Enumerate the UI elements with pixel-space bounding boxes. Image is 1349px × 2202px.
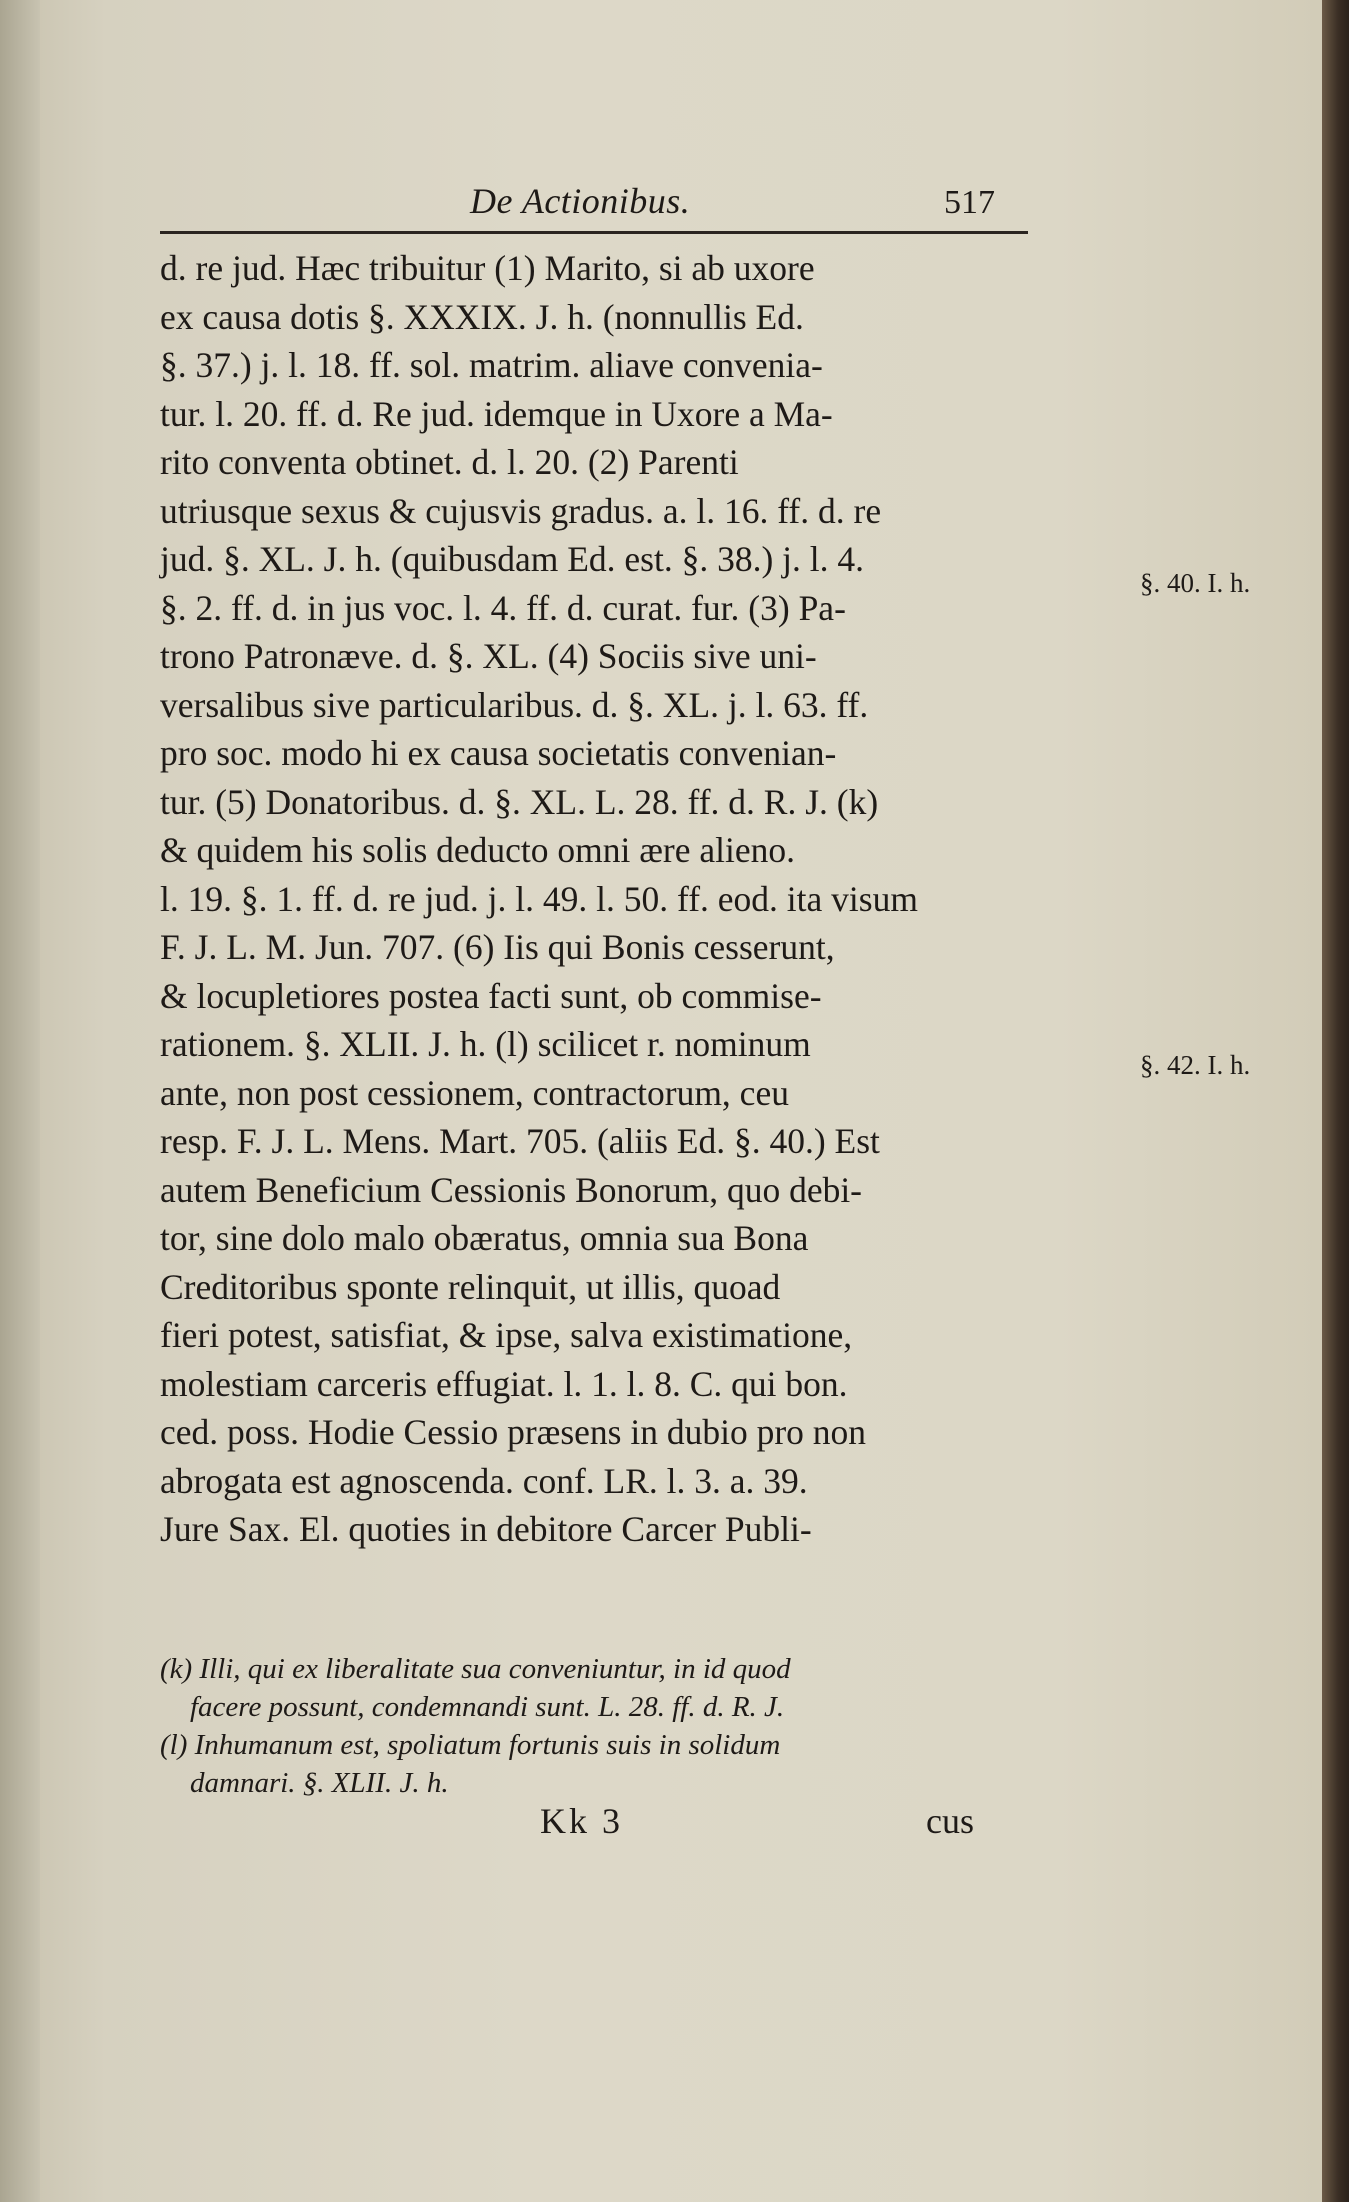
- page-number: 517: [944, 184, 995, 221]
- text-line: ced. poss. Hodie Cessio præsens in dubio pro non: [160, 1412, 867, 1452]
- footnotes: [160, 1650, 1028, 1802]
- text-line: molestiam carceris effugiat. l. 1. l. 8. C. qui bon.: [160, 1363, 848, 1404]
- page-edge-shadow: [1322, 0, 1349, 2202]
- catchword: cus: [926, 1801, 974, 1841]
- text-line: pro soc. modo hi ex causa societatis convenian-: [160, 733, 837, 773]
- running-header-title: De Actionibus.: [470, 181, 691, 221]
- text-line: & locupletiores postea facti sunt, ob commise-: [160, 975, 822, 1016]
- text-line: Jure Sax. El. quoties in debitore Carcer Publi-: [160, 1509, 812, 1549]
- text-line: rito conventa obtinet. d. l. 20. (2) Parenti: [160, 442, 739, 482]
- footnote-line: damnari. §. XLII. J. h.: [190, 1767, 449, 1799]
- footnote-line: (l) Inhumanum est, spoliatum fortunis suis in solidum: [160, 1729, 781, 1761]
- main-text: [160, 244, 1028, 1554]
- text-line: §. 2. ff. d. in jus voc. l. 4. ff. d. curat. fur. (3) Pa-: [160, 587, 846, 628]
- footnote-line: (k) Illi, qui ex liberalitate sua conveniuntur, in id quod: [160, 1653, 791, 1685]
- text-line: tor, sine dolo malo obæratus, omnia sua Bona: [160, 1218, 809, 1258]
- text-line: jud. §. XL. J. h. (quibusdam Ed. est. §. 38.) j. l. 4.: [160, 539, 865, 579]
- margin-note: §. 42. I. h.: [1140, 1050, 1251, 1080]
- text-line: versalibus sive particularibus. d. §. XL. j. l. 63. ff.: [160, 684, 869, 725]
- text-line: autem Beneficium Cessionis Bonorum, quo debi-: [160, 1169, 863, 1210]
- margin-note: §. 40. I. h.: [1140, 568, 1251, 598]
- text-line: l. 19. §. 1. ff. d. re jud. j. l. 49. l. 50. ff. eod. ita visum: [160, 878, 918, 919]
- text-line: abrogata est agnoscenda. conf. LR. l. 3. a. 39.: [160, 1460, 808, 1501]
- page-gutter: [0, 0, 40, 2202]
- text-line: tur. l. 20. ff. d. Re jud. idemque in Uxore a Ma-: [160, 393, 833, 434]
- text-line: utriusque sexus & cujusvis gradus. a. l. 16. ff. d. re: [160, 490, 882, 531]
- text-line: F. J. L. M. Jun. 707. (6) Iis qui Bonis cesserunt,: [160, 927, 835, 967]
- text-line: resp. F. J. L. Mens. Mart. 705. (aliis Ed. §. 40.) Est: [160, 1121, 880, 1161]
- footnote-line: facere possunt, condemnandi sunt. L. 28. ff. d. R. J.: [190, 1691, 785, 1723]
- header-rule: [160, 231, 1028, 234]
- text-line: §. 37.) j. l. 18. ff. sol. matrim. aliave convenia-: [160, 345, 823, 385]
- text-line: trono Patronæve. d. §. XL. (4) Sociis sive uni-: [160, 636, 817, 676]
- text-line: tur. (5) Donatoribus. d. §. XL. L. 28. ff. d. R. J. (k): [160, 781, 879, 822]
- text-line: Creditoribus sponte relinquit, ut illis, quoad: [160, 1266, 781, 1307]
- text-line: fieri potest, satisfiat, & ipse, salva existimatione,: [160, 1315, 853, 1355]
- text-line: ex causa dotis §. XXXIX. J. h. (nonnullis Ed.: [160, 296, 804, 337]
- text-line: ante, non post cessionem, contractorum, ceu: [160, 1072, 789, 1113]
- text-line: & quidem his solis deducto omni ære alieno.: [160, 830, 795, 870]
- signature-mark: Kk 3: [540, 1801, 623, 1841]
- text-line: rationem. §. XLII. J. h. (l) scilicet r. nominum: [160, 1024, 811, 1064]
- text-line: d. re jud. Hæc tribuitur (1) Marito, si ab uxore: [160, 248, 815, 288]
